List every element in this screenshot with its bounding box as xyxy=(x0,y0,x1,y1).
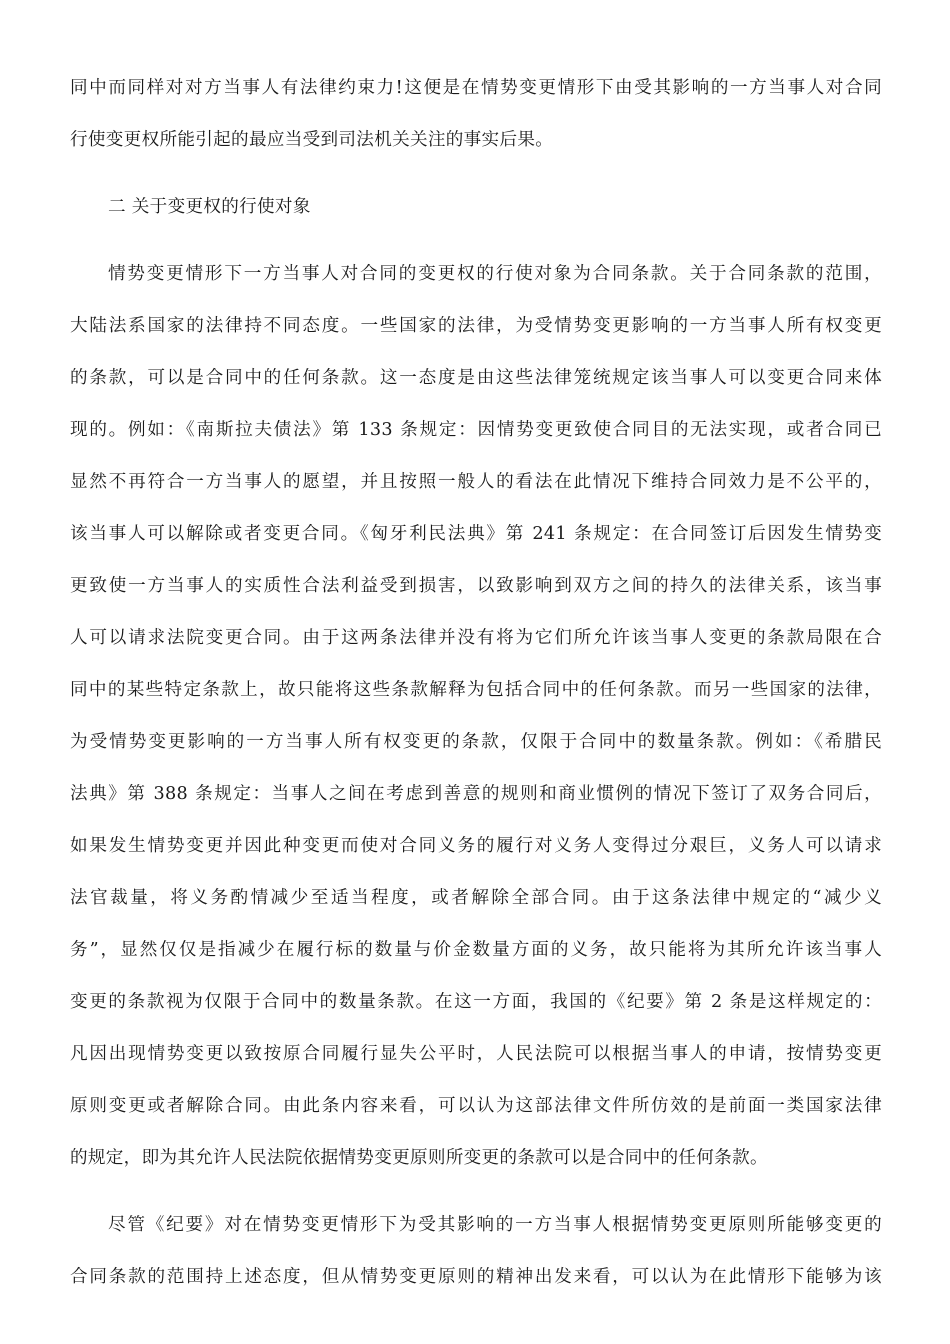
text-line: 合同条款的范围持上述态度，但从情势变更原则的精神出发来看，可以认为在此情形下能够为该 xyxy=(70,1267,882,1287)
section-heading: 二 关于变更权的行使对象 xyxy=(108,197,311,217)
text-line: 该当事人可以解除或者变更合同。《匈牙利民法典》第 241 条规定：在合同签订后因发生情势变 xyxy=(70,524,882,544)
text-line: 的条款，可以是合同中的任何条款。这一态度是由这些法律笼统规定该当事人可以变更合同来体 xyxy=(70,368,882,388)
text-line: 为受情势变更影响的一方当事人所有权变更的条款，仅限于合同中的数量条款。例如：《希腊民 xyxy=(70,732,882,752)
text-line: 尽管《纪要》对在情势变更情形下为受其影响的一方当事人根据情势变更原则所能够变更的 xyxy=(108,1215,882,1235)
text-line: 大陆法系国家的法律持不同态度。一些国家的法律，为受情势变更影响的一方当事人所有权变更 xyxy=(70,316,882,336)
text-line: 法典》第 388 条规定：当事人之间在考虑到善意的规则和商业惯例的情况下签订了双务合同后， xyxy=(70,784,882,804)
text-line: 原则变更或者解除合同。由此条内容来看，可以认为这部法律文件所仿效的是前面一类国家法律 xyxy=(70,1096,882,1116)
text-line: 务”，显然仅仅是指减少在履行标的数量与价金数量方面的义务，故只能将为其所允许该当事人 xyxy=(70,940,882,960)
text-line: 同中的某些特定条款上，故只能将这些条款解释为包括合同中的任何条款。而另一些国家的法律， xyxy=(70,680,882,700)
text-line: 行使变更权所能引起的最应当受到司法机关关注的事实后果。 xyxy=(70,130,554,150)
text-line: 人可以请求法院变更合同。由于这两条法律并没有将为它们所允许该当事人变更的条款局限在合 xyxy=(70,628,882,648)
text-line: 凡因出现情势变更以致按原合同履行显失公平时，人民法院可以根据当事人的申请，按情势变更 xyxy=(70,1044,882,1064)
text-line: 同中而同样对对方当事人有法律约束力!这便是在情势变更情形下由受其影响的一方当事人对合同 xyxy=(70,78,882,98)
text-line: 变更的条款视为仅限于合同中的数量条款。在这一方面，我国的《纪要》第 2 条是这样规定的： xyxy=(70,992,882,1012)
text-line: 的规定，即为其允许人民法院依据情势变更原则所变更的条款可以是合同中的任何条款。 xyxy=(70,1148,768,1168)
text-line: 如果发生情势变更并因此种变更而使对合同义务的履行对义务人变得过分艰巨，义务人可以请求 xyxy=(70,836,882,856)
text-line: 现的。例如：《南斯拉夫债法》第 133 条规定：因情势变更致使合同目的无法实现，或者合同已 xyxy=(70,420,882,440)
text-line: 更致使一方当事人的实质性合法利益受到损害，以致影响到双方之间的持久的法律关系，该当事 xyxy=(70,576,882,596)
text-line: 情势变更情形下一方当事人对合同的变更权的行使对象为合同条款。关于合同条款的范围， xyxy=(108,264,882,284)
text-line: 显然不再符合一方当事人的愿望，并且按照一般人的看法在此情况下维持合同效力是不公平的， xyxy=(70,472,882,492)
text-line: 法官裁量，将义务酌情减少至适当程度，或者解除全部合同。由于这条法律中规定的“减少义 xyxy=(70,888,882,908)
